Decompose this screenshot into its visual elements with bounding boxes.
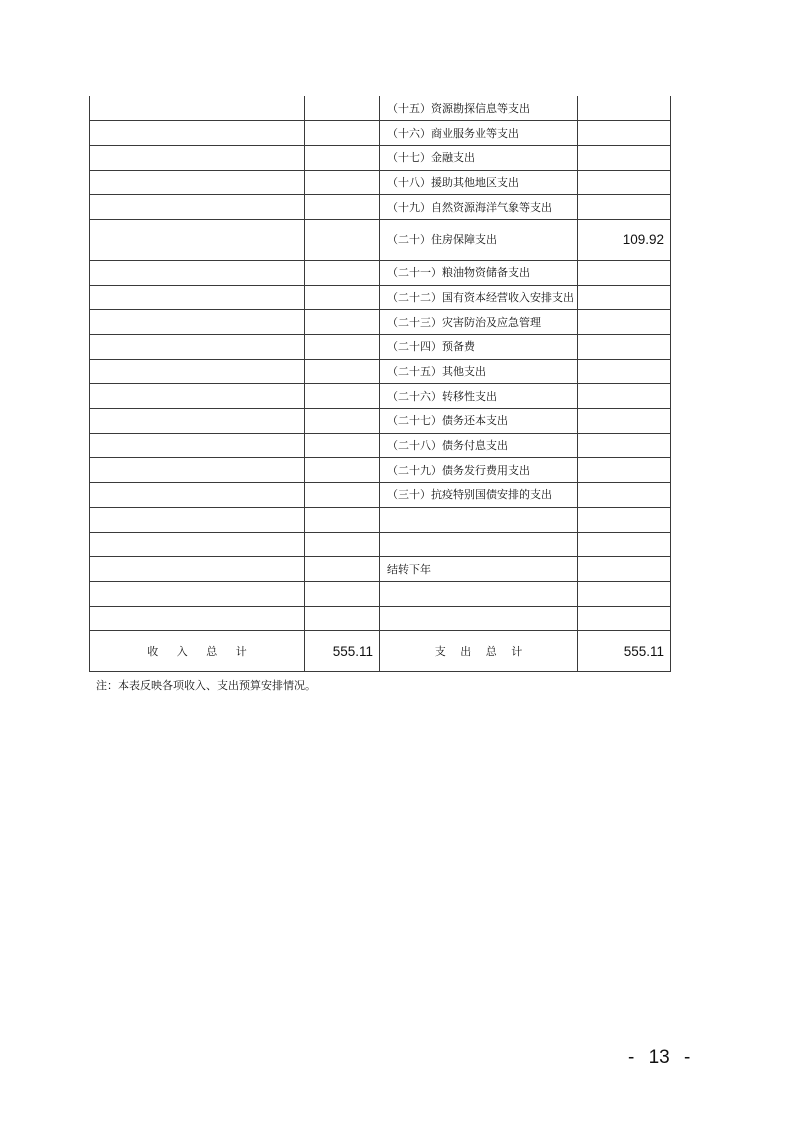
table-row bbox=[90, 483, 671, 508]
income-item-cell bbox=[90, 458, 305, 483]
income-item-cell bbox=[90, 260, 305, 285]
expense-item-cell bbox=[380, 532, 578, 557]
table-row bbox=[90, 285, 671, 310]
expense-item-cell: （二十）住房保障支出 bbox=[380, 219, 578, 260]
expense-item-cell: （二十六）转移性支出 bbox=[380, 384, 578, 409]
expense-item-cell bbox=[380, 507, 578, 532]
carry-forward-amount-cell bbox=[578, 557, 671, 582]
budget-table bbox=[89, 96, 671, 672]
income-amount-cell bbox=[305, 557, 380, 582]
table-row bbox=[90, 458, 671, 483]
expense-amount-cell: 109.92 bbox=[578, 219, 671, 260]
expense-amount-cell bbox=[578, 384, 671, 409]
expense-item-cell: （十九）自然资源海洋气象等支出 bbox=[380, 195, 578, 220]
expense-amount-cell bbox=[578, 335, 671, 360]
table-row bbox=[90, 219, 671, 260]
income-item-cell bbox=[90, 507, 305, 532]
table-row bbox=[90, 121, 671, 146]
income-amount-cell bbox=[305, 170, 380, 195]
income-item-cell bbox=[90, 581, 305, 606]
table-row bbox=[90, 384, 671, 409]
expense-item-cell: （二十四）预备费 bbox=[380, 335, 578, 360]
income-item-cell bbox=[90, 96, 305, 121]
table-row bbox=[90, 433, 671, 458]
income-amount-cell bbox=[305, 384, 380, 409]
table-row-empty bbox=[90, 507, 671, 532]
table-row bbox=[90, 195, 671, 220]
table-row-total bbox=[90, 631, 671, 672]
table-note: 注：本表反映各项收入、支出预算安排情况。 bbox=[96, 679, 316, 692]
income-total-label: 收 入 总 计 bbox=[90, 631, 305, 672]
expense-item-cell: （二十八）债务付息支出 bbox=[380, 433, 578, 458]
expense-amount-cell bbox=[578, 96, 671, 121]
income-amount-cell bbox=[305, 96, 380, 121]
income-amount-cell bbox=[305, 581, 380, 606]
table-row bbox=[90, 170, 671, 195]
table-row bbox=[90, 310, 671, 335]
income-item-cell bbox=[90, 170, 305, 195]
income-amount-cell bbox=[305, 507, 380, 532]
carry-forward-label: 结转下年 bbox=[380, 557, 578, 582]
income-item-cell bbox=[90, 606, 305, 631]
expense-total-label: 支 出 总 计 bbox=[380, 631, 578, 672]
income-amount-cell bbox=[305, 310, 380, 335]
expense-item-cell: （二十二）国有资本经营收入安排支出 bbox=[380, 285, 578, 310]
income-item-cell bbox=[90, 145, 305, 170]
income-amount-cell bbox=[305, 458, 380, 483]
page-number: - 13 - bbox=[628, 1047, 691, 1068]
income-item-cell bbox=[90, 121, 305, 146]
table-row bbox=[90, 145, 671, 170]
income-item-cell bbox=[90, 532, 305, 557]
income-item-cell bbox=[90, 335, 305, 360]
expense-item-cell: （十六）商业服务业等支出 bbox=[380, 121, 578, 146]
income-amount-cell bbox=[305, 606, 380, 631]
income-item-cell bbox=[90, 409, 305, 434]
expense-amount-cell bbox=[578, 483, 671, 508]
expense-amount-cell bbox=[578, 121, 671, 146]
income-amount-cell bbox=[305, 145, 380, 170]
expense-amount-cell bbox=[578, 433, 671, 458]
income-item-cell bbox=[90, 195, 305, 220]
income-item-cell bbox=[90, 433, 305, 458]
expense-amount-cell bbox=[578, 359, 671, 384]
expense-amount-cell bbox=[578, 145, 671, 170]
income-amount-cell bbox=[305, 433, 380, 458]
expense-item-cell: （二十九）债务发行费用支出 bbox=[380, 458, 578, 483]
income-amount-cell bbox=[305, 121, 380, 146]
expense-item-cell: （二十五）其他支出 bbox=[380, 359, 578, 384]
expense-item-cell: （三十）抗疫特别国债安排的支出 bbox=[380, 483, 578, 508]
expense-amount-cell bbox=[578, 507, 671, 532]
table-row bbox=[90, 260, 671, 285]
income-amount-cell bbox=[305, 219, 380, 260]
expense-amount-cell bbox=[578, 458, 671, 483]
expense-amount-cell bbox=[578, 310, 671, 335]
expense-amount-cell bbox=[578, 260, 671, 285]
income-amount-cell bbox=[305, 260, 380, 285]
income-amount-cell bbox=[305, 195, 380, 220]
expense-item-cell bbox=[380, 581, 578, 606]
expense-item-cell: （十五）资源勘探信息等支出 bbox=[380, 96, 578, 121]
income-amount-cell bbox=[305, 532, 380, 557]
table-row-empty bbox=[90, 581, 671, 606]
expense-amount-cell bbox=[578, 409, 671, 434]
table-row bbox=[90, 359, 671, 384]
expense-item-cell: （十七）金融支出 bbox=[380, 145, 578, 170]
table-row-empty bbox=[90, 532, 671, 557]
expense-total-value: 555.11 bbox=[578, 631, 671, 672]
income-item-cell bbox=[90, 219, 305, 260]
income-item-cell bbox=[90, 310, 305, 335]
expense-item-cell bbox=[380, 606, 578, 631]
income-item-cell bbox=[90, 285, 305, 310]
income-amount-cell bbox=[305, 335, 380, 360]
expense-item-cell: （二十三）灾害防治及应急管理 bbox=[380, 310, 578, 335]
expense-item-cell: （二十一）粮油物资储备支出 bbox=[380, 260, 578, 285]
income-amount-cell bbox=[305, 285, 380, 310]
expense-amount-cell bbox=[578, 195, 671, 220]
table-row-empty bbox=[90, 606, 671, 631]
expense-amount-cell bbox=[578, 532, 671, 557]
income-total-value: 555.11 bbox=[305, 631, 380, 672]
income-item-cell bbox=[90, 359, 305, 384]
expense-item-cell: （十八）援助其他地区支出 bbox=[380, 170, 578, 195]
expense-item-cell: （二十七）债务还本支出 bbox=[380, 409, 578, 434]
income-item-cell bbox=[90, 384, 305, 409]
table-row-carry-forward bbox=[90, 557, 671, 582]
income-amount-cell bbox=[305, 359, 380, 384]
income-item-cell bbox=[90, 557, 305, 582]
expense-amount-cell bbox=[578, 285, 671, 310]
income-item-cell bbox=[90, 483, 305, 508]
table-row bbox=[90, 409, 671, 434]
table-row bbox=[90, 96, 671, 121]
income-amount-cell bbox=[305, 409, 380, 434]
expense-amount-cell bbox=[578, 170, 671, 195]
income-amount-cell bbox=[305, 483, 380, 508]
table-row bbox=[90, 335, 671, 360]
expense-amount-cell bbox=[578, 581, 671, 606]
expense-amount-cell bbox=[578, 606, 671, 631]
